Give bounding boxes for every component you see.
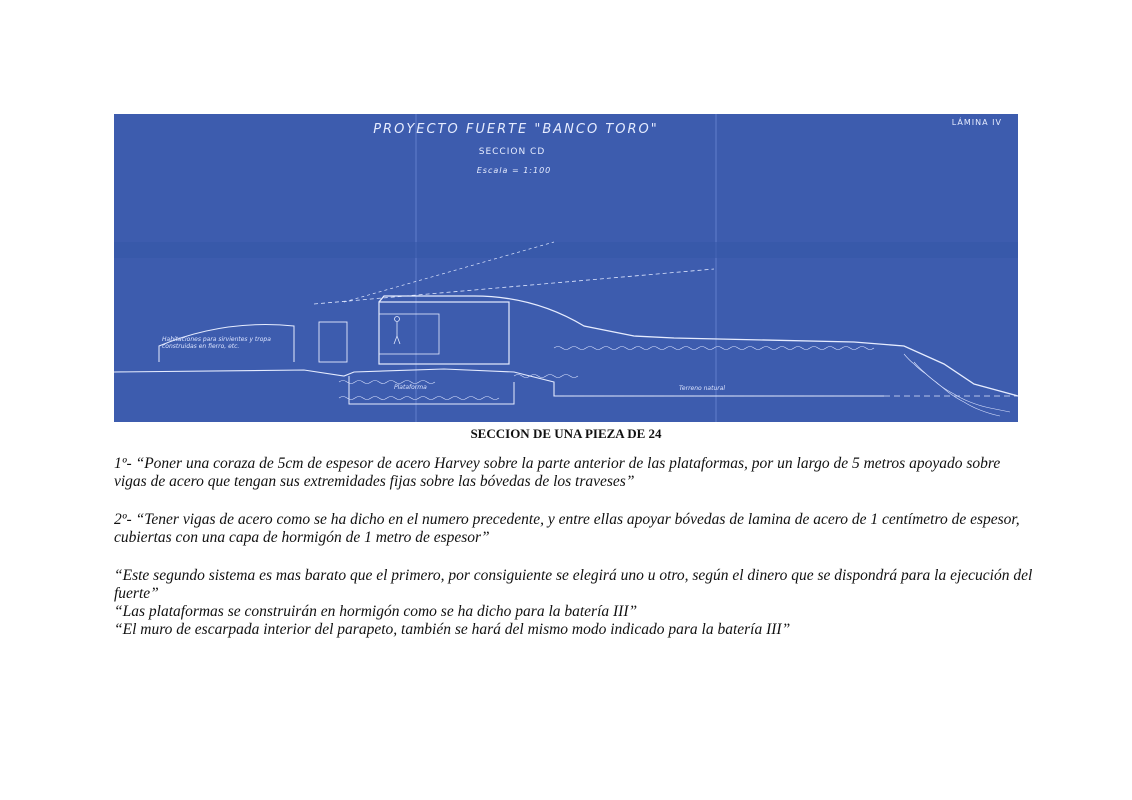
blueprint-section-drawing: [114, 114, 1018, 422]
paragraph-3: “Este segundo sistema es mas barato que el primero, por consiguiente se elegirá uno u otro, según el dinero que se dispondrá para la ejecución del fuerte”: [114, 567, 1033, 602]
body-text: [114, 455, 1034, 639]
blueprint-drawing: [114, 114, 1018, 422]
paragraph-4: “Las plataformas se construirán en hormigón como se ha dicho para la batería III”: [114, 603, 638, 620]
figure-caption: SECCION DE UNA PIEZA DE 24: [470, 426, 662, 441]
blueprint-sheet-number: LÁMINA IV: [951, 118, 1002, 127]
blueprint-label-platform: Plataforma: [394, 384, 427, 391]
paragraph-5: “El muro de escarpada interior del parapeto, también se hará del mismo modo indicado para la batería III”: [114, 621, 791, 638]
paragraph-1: 1º- “Poner una coraza de 5cm de espesor de acero Harvey sobre la parte anterior de las plataformas, por un largo de 5 metros apoyado sobre vigas de acero que tengan sus extremidades fijas sobre las bóvedas de los traveses”: [114, 455, 1001, 490]
blueprint-section-label: SECCION CD: [478, 147, 546, 157]
blueprint-label-terrain: Terreno natural: [679, 385, 726, 392]
blueprint-scale-label: Escala = 1:100: [476, 166, 552, 175]
paragraph-2: 2º- “Tener vigas de acero como se ha dicho en el numero precedente, y entre ellas apoyar bóvedas de lamina de acero de 1 centímetro de espesor, cubiertas con una capa de hormigón de 1 metro de espesor”: [114, 511, 1020, 546]
blueprint-label-shelters: Habitaciones para sirvientes y tropa construidas en fierro, etc.: [162, 336, 271, 350]
blueprint-title: PROYECTO FUERTE "BANCO TORO": [373, 122, 659, 137]
